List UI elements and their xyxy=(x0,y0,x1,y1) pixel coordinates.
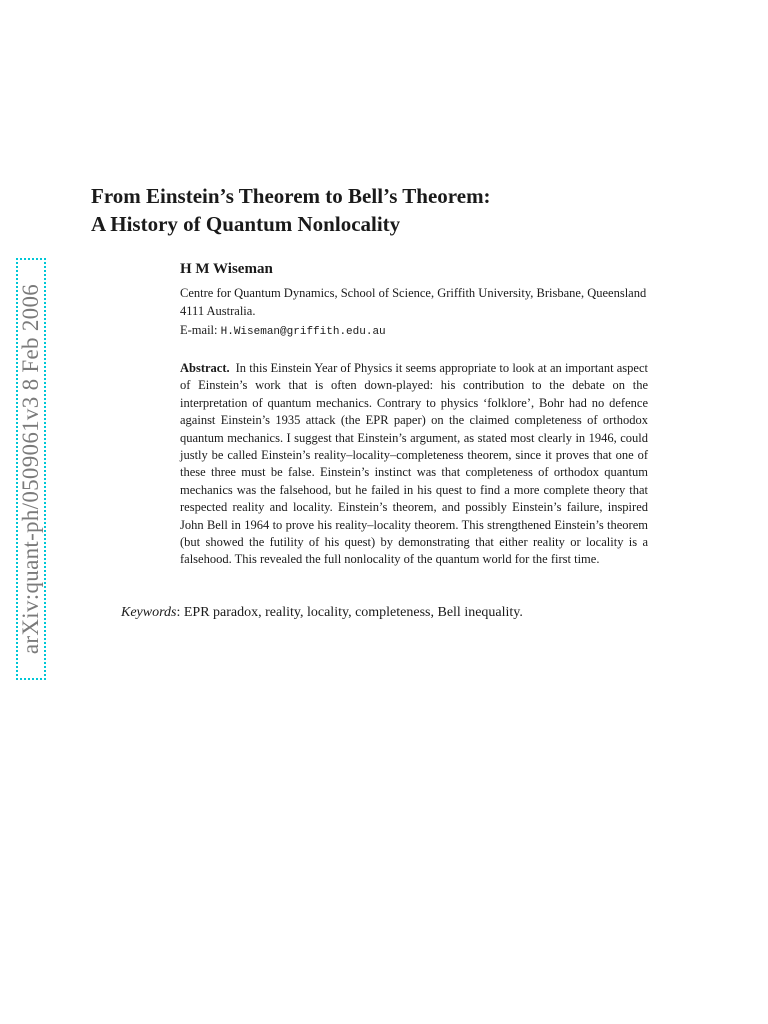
abstract-label: Abstract. xyxy=(180,361,230,375)
email-label: E-mail: xyxy=(180,323,218,337)
arxiv-identifier: arXiv:quant-ph/0509061v3 8 Feb 2006 xyxy=(18,283,43,655)
title-line-2: A History of Quantum Nonlocality xyxy=(91,212,401,236)
title-line-1: From Einstein’s Theorem to Bell’s Theorem: xyxy=(91,184,491,208)
affiliation: Centre for Quantum Dynamics, School of Science, Griffith University, Brisbane, Queensland 4111 Australia. xyxy=(180,286,647,318)
arxiv-stamp xyxy=(16,258,46,680)
keywords-label: Keywords xyxy=(121,605,177,620)
email-line xyxy=(180,323,386,338)
abstract xyxy=(180,360,648,569)
abstract-text: In this Einstein Year of Physics it seems appropriate to look at an important aspect of Einstein’s work that is often down-played: his contribution to the debate on the interpretation of quantum mechanics. Contrary to physics ‘folklore’, Bohr had no defence against Einstein’s 1935 attack (the EPR paper) on the claimed completeness of orthodox quantum mechanics. I suggest that Einstein’s argument, as stated most clearly in 1946, could justly be called Einstein’s reality–locality–completeness theorem, since it proves that one of these three must be false. Einstein’s instinct was that completeness of orthodox quantum mechanics was the falsehood, but he failed in his quest to find a more complete theory that respected reality and locality. Einstein’s theorem, and possibly Einstein’s failure, inspired John Bell in 1964 to prove his reality–locality theorem. This strengthened Einstein’s theorem (but showed the futility of his quest) by demonstrating that either reality or locality is a falsehood. This revealed the full nonlocality of the quantum world for the first time. xyxy=(180,361,648,567)
author-name: H M Wiseman xyxy=(180,261,273,277)
email-address[interactable]: H.Wiseman@griffith.edu.au xyxy=(220,326,386,338)
keywords: Keywords: EPR paradox, reality, locality, completeness, Bell inequality. xyxy=(121,605,523,620)
paper-title xyxy=(91,182,691,238)
keywords-text: EPR paradox, reality, locality, completeness, Bell inequality. xyxy=(183,605,523,620)
